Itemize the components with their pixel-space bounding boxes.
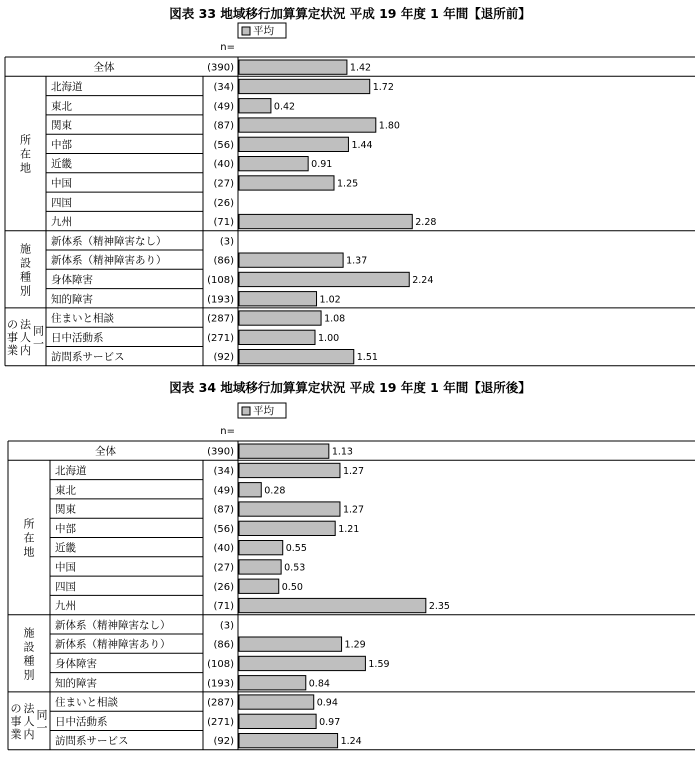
row-n: (56) xyxy=(213,139,234,151)
bar-row xyxy=(55,579,303,593)
bar-row xyxy=(51,137,373,151)
chart-title: 図表 33 地域移行加算算定状況 平成 19 年度 1 年間【退所前】 xyxy=(169,6,531,21)
bar-value-label: 0.84 xyxy=(308,678,330,690)
group-label-char: 業 xyxy=(7,343,18,357)
group-label-char: 設 xyxy=(20,256,31,270)
bar xyxy=(239,656,365,670)
row-label: 北海道 xyxy=(55,464,87,477)
bar-value-label: 1.24 xyxy=(340,736,362,748)
group-label-char: の xyxy=(7,317,18,331)
bar-row xyxy=(55,714,340,728)
row-n: (287) xyxy=(207,313,234,325)
bar xyxy=(239,714,316,728)
bar xyxy=(239,502,340,516)
chart-title: 図表 34 地域移行加算算定状況 平成 19 年度 1 年間【退所後】 xyxy=(169,380,531,395)
row-n: (87) xyxy=(213,120,234,132)
bar xyxy=(239,137,348,151)
bar-row xyxy=(51,292,341,306)
row-label: 中国 xyxy=(51,177,72,190)
total-row xyxy=(94,60,372,74)
bar-row xyxy=(51,99,295,113)
row-label: 中部 xyxy=(51,138,72,151)
row-n: (56) xyxy=(213,523,234,535)
row-label: 東北 xyxy=(55,484,76,497)
group-label-char: 別 xyxy=(20,284,31,298)
bar-row xyxy=(55,483,285,497)
bar-row xyxy=(51,157,332,171)
row-label: 身体障害 xyxy=(51,273,93,286)
row-n: (271) xyxy=(207,332,234,344)
group-label-char: 所 xyxy=(23,517,35,531)
bar xyxy=(239,272,409,286)
bar-row xyxy=(51,197,234,209)
row-n: (92) xyxy=(213,352,234,364)
bar xyxy=(239,695,314,709)
bar xyxy=(239,579,279,593)
bar xyxy=(239,521,335,535)
bar-value-label: 2.24 xyxy=(412,274,434,286)
row-label: 日中活動系 xyxy=(51,331,104,344)
bar-value-label: 0.55 xyxy=(285,543,307,555)
group-label-char: 人 xyxy=(20,330,31,344)
bar xyxy=(239,350,354,364)
row-n: (40) xyxy=(213,159,234,171)
bar xyxy=(239,483,261,497)
group-label-char: 種 xyxy=(23,654,35,668)
row-n: (71) xyxy=(213,217,234,229)
row-n: (108) xyxy=(207,274,234,286)
bar xyxy=(239,734,338,748)
group-label-char: 事 xyxy=(10,714,22,728)
row-label: 北海道 xyxy=(51,80,83,93)
row-n: (390) xyxy=(207,62,234,74)
row-label: 知的障害 xyxy=(51,293,93,306)
group-label-char: 地 xyxy=(23,545,35,559)
bar-row xyxy=(51,176,358,190)
bar xyxy=(239,157,308,171)
group-label-char: 別 xyxy=(23,668,35,682)
group-label-char: 在 xyxy=(23,531,35,545)
n-header: n= xyxy=(220,426,235,437)
bar xyxy=(239,637,342,651)
row-n: (193) xyxy=(207,678,234,690)
group-label-char: 一 xyxy=(33,337,44,351)
group-label-char: 設 xyxy=(23,640,35,654)
row-n: (3) xyxy=(219,620,234,632)
group-label-char: 所 xyxy=(20,133,31,147)
bar-row xyxy=(55,598,450,612)
bar-row xyxy=(55,695,338,709)
bar-row xyxy=(55,502,364,516)
row-n: (27) xyxy=(213,178,234,190)
bar-value-label: 0.42 xyxy=(273,101,296,113)
group-label-char: 同 xyxy=(36,708,48,722)
bar-value-label: 1.27 xyxy=(342,504,365,516)
legend-label: 平均 xyxy=(253,405,274,417)
group-label-char: 一 xyxy=(36,721,48,735)
row-n: (193) xyxy=(207,294,234,306)
bar-row xyxy=(51,214,436,228)
row-label: 新体系（精神障害なし） xyxy=(51,235,167,248)
bar xyxy=(239,560,281,574)
row-n: (49) xyxy=(213,485,234,497)
chart-2 xyxy=(8,380,695,750)
row-n: (86) xyxy=(213,639,234,651)
row-n: (86) xyxy=(213,255,234,267)
row-label: 訪問系サービス xyxy=(55,735,129,748)
row-label: 四国 xyxy=(55,580,76,593)
bar-row xyxy=(55,463,364,477)
bar-value-label: 1.00 xyxy=(318,332,340,344)
group-label-char: 同 xyxy=(33,324,44,338)
bar-row xyxy=(51,234,234,247)
row-label: 東北 xyxy=(51,100,72,113)
bar-value-label: 0.50 xyxy=(281,581,303,593)
row-n: (92) xyxy=(213,736,234,748)
row-label: 中部 xyxy=(55,522,76,535)
bar xyxy=(239,676,306,690)
row-label: 身体障害 xyxy=(55,657,97,670)
bar-row xyxy=(55,521,359,535)
row-n: (27) xyxy=(213,562,234,574)
legend-label: 平均 xyxy=(253,25,274,37)
row-label: 四国 xyxy=(51,196,72,209)
row-n: (87) xyxy=(213,504,234,516)
bar-value-label: 1.80 xyxy=(378,120,400,132)
bar-row xyxy=(55,618,234,631)
group-label-char: 人 xyxy=(23,714,35,728)
total-row xyxy=(95,444,353,458)
group-label-char: 事 xyxy=(7,330,18,344)
bar xyxy=(239,598,426,612)
row-label: 日中活動系 xyxy=(55,715,108,728)
bar-row xyxy=(51,253,367,267)
bar-row xyxy=(55,637,366,651)
row-label: 住まいと相談 xyxy=(55,696,118,709)
bar-value-label: 0.97 xyxy=(319,716,341,728)
row-label: 新体系（精神障害あり） xyxy=(55,638,171,651)
legend-swatch xyxy=(242,407,250,415)
group-label-char: 在 xyxy=(20,147,31,161)
bar-value-label: 1.21 xyxy=(338,523,360,535)
group-label-char: の xyxy=(10,701,22,715)
bar-row xyxy=(55,676,330,690)
bar-value-label: 0.53 xyxy=(284,562,306,574)
row-n: (40) xyxy=(213,543,234,555)
bar xyxy=(239,60,347,74)
bar xyxy=(239,214,412,228)
bar-row xyxy=(51,350,378,364)
bar-value-label: 1.51 xyxy=(356,352,378,364)
row-label: 近畿 xyxy=(55,542,76,555)
bar-row xyxy=(55,560,305,574)
bar-value-label: 1.25 xyxy=(337,178,359,190)
bar-value-label: 1.13 xyxy=(331,446,353,458)
bar-value-label: 1.44 xyxy=(351,139,373,151)
bar-row xyxy=(51,311,345,325)
row-n: (26) xyxy=(213,581,234,593)
bar-value-label: 0.94 xyxy=(316,697,338,709)
bar-value-label: 2.28 xyxy=(415,217,437,229)
group-label-char: 法 xyxy=(20,317,31,331)
bar-row xyxy=(51,272,433,286)
bar-value-label: 0.28 xyxy=(264,485,286,497)
row-n: (390) xyxy=(207,446,234,458)
bar-value-label: 1.42 xyxy=(349,62,372,74)
row-label: 新体系（精神障害あり） xyxy=(51,254,167,267)
legend-swatch xyxy=(242,27,250,35)
bar-value-label: 1.27 xyxy=(342,465,365,477)
legend xyxy=(238,23,286,38)
bar xyxy=(239,311,321,325)
row-n: (108) xyxy=(207,658,234,670)
row-label: 訪問系サービス xyxy=(51,351,125,364)
row-n: (49) xyxy=(213,101,234,113)
row-label: 中国 xyxy=(55,561,76,574)
bar xyxy=(239,118,376,132)
chart-1 xyxy=(5,6,695,366)
row-label: 九州 xyxy=(51,216,72,229)
bar-row xyxy=(51,79,394,93)
bar xyxy=(239,176,334,190)
group-label-char: 施 xyxy=(23,626,35,640)
bar-row xyxy=(55,541,307,555)
bar-row xyxy=(51,118,400,132)
bar xyxy=(239,444,329,458)
bar-value-label: 0.91 xyxy=(311,159,333,171)
bar-row xyxy=(51,330,339,344)
group-label-char: 内 xyxy=(20,343,31,357)
row-label: 住まいと相談 xyxy=(51,312,114,325)
bar-value-label: 2.35 xyxy=(428,601,450,613)
bar xyxy=(239,99,271,113)
bar xyxy=(239,253,343,267)
group-label-char: 内 xyxy=(23,727,35,741)
row-label: 関東 xyxy=(55,503,76,516)
row-n: (287) xyxy=(207,697,234,709)
row-n: (34) xyxy=(213,465,234,477)
row-n: (71) xyxy=(213,601,234,613)
n-header: n= xyxy=(220,42,235,53)
row-label: 知的障害 xyxy=(55,677,97,690)
row-label: 新体系（精神障害なし） xyxy=(55,619,171,632)
bar xyxy=(239,541,283,555)
row-n: (271) xyxy=(207,716,234,728)
group-label-char: 法 xyxy=(23,701,35,715)
legend xyxy=(238,403,286,418)
bar-value-label: 1.08 xyxy=(324,313,346,325)
bar-value-label: 1.37 xyxy=(346,255,368,267)
group-label-char: 施 xyxy=(20,242,31,256)
bar xyxy=(239,292,317,306)
bar-row xyxy=(55,656,390,670)
bar-value-label: 1.59 xyxy=(368,658,390,670)
group-label-char: 地 xyxy=(20,161,31,175)
bar-value-label: 1.02 xyxy=(319,294,341,306)
row-label: 九州 xyxy=(55,600,76,613)
group-label-char: 種 xyxy=(20,270,31,284)
bar xyxy=(239,463,340,477)
bar xyxy=(239,330,315,344)
bar-value-label: 1.29 xyxy=(344,639,366,651)
row-label: 全体 xyxy=(95,445,116,458)
row-label: 近畿 xyxy=(51,158,72,171)
row-label: 関東 xyxy=(51,119,72,132)
row-n: (3) xyxy=(219,236,234,248)
row-n: (26) xyxy=(213,197,234,209)
bar xyxy=(239,79,370,93)
bar-row xyxy=(55,734,362,748)
row-label: 全体 xyxy=(93,61,115,74)
group-label-char: 業 xyxy=(10,727,22,741)
row-n: (34) xyxy=(213,81,234,93)
bar-value-label: 1.72 xyxy=(372,81,394,93)
